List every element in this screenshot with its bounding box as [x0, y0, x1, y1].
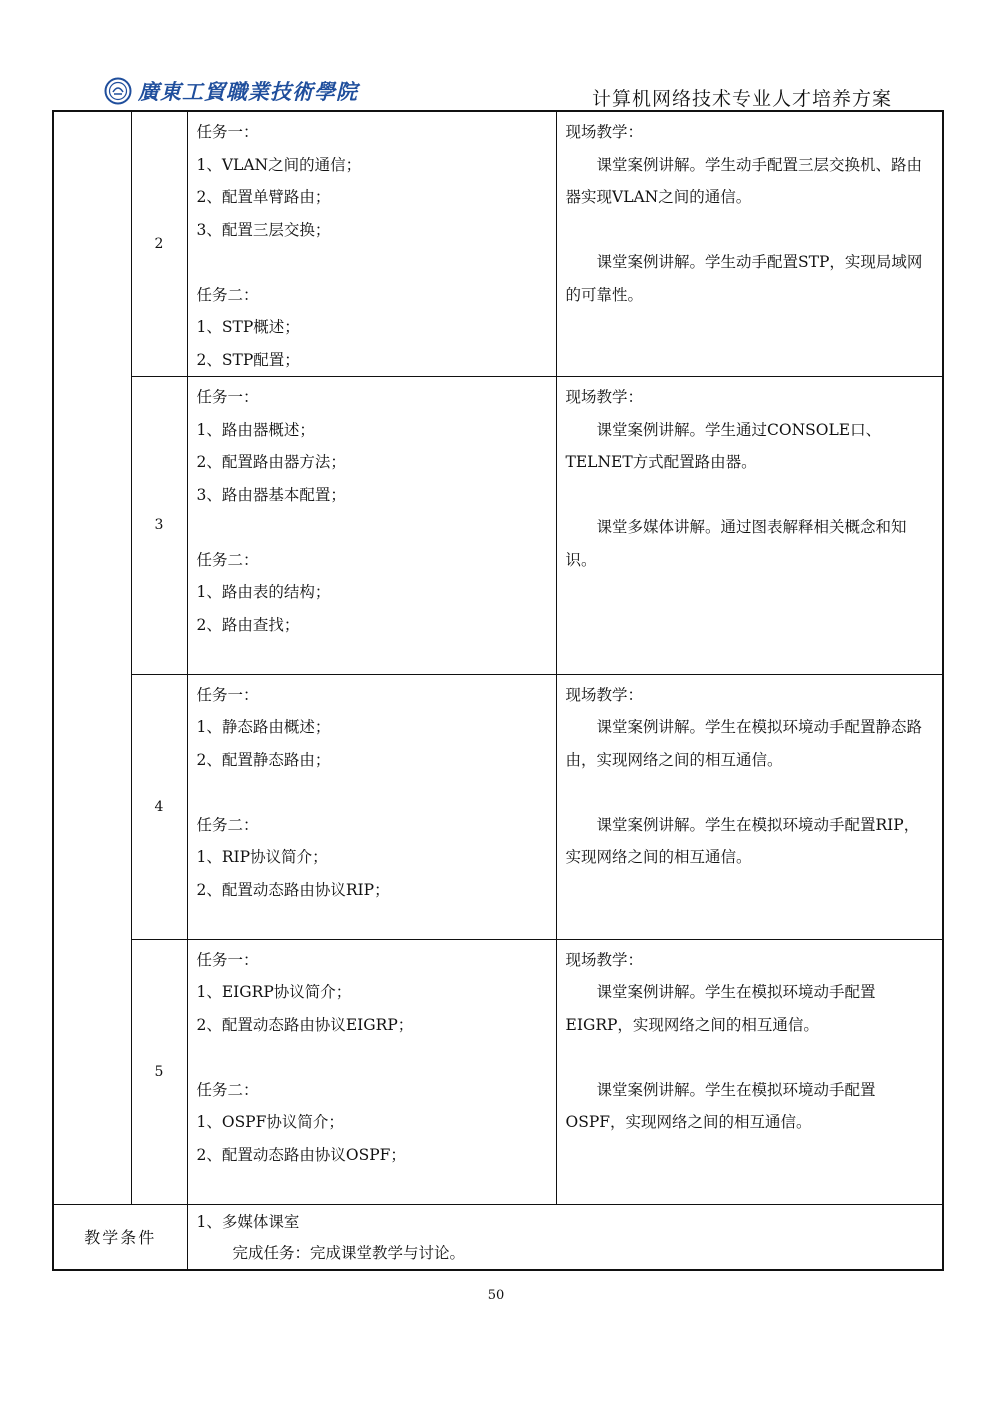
task-content-cell	[187, 674, 556, 939]
task-line: 2、配置动态路由协议RIP；	[196, 880, 390, 899]
method-heading: 现场教学：	[565, 685, 644, 704]
conditions-content	[187, 1204, 943, 1270]
spacer-line	[197, 641, 548, 674]
page-header	[52, 70, 942, 110]
school-emblem-icon	[104, 77, 132, 105]
task-line: 1、EIGRP协议简介；	[196, 983, 352, 1001]
spacer-line	[197, 1171, 548, 1204]
spacer-line	[197, 906, 548, 939]
task-line: 任务二：	[196, 1080, 259, 1099]
task-line: 任务一：	[196, 123, 259, 141]
task-line: 任务一：	[196, 388, 259, 406]
teaching-method-cell	[556, 939, 943, 1204]
document-title: 计算机网络技术专业人才培养方案	[591, 88, 892, 110]
module-number: 4	[131, 674, 187, 939]
task-line: 2、STP配置；	[196, 350, 300, 369]
task-line: 2、配置单臂路由；	[196, 188, 331, 206]
module-number: 2	[131, 111, 187, 377]
task-line: 任务二：	[196, 815, 259, 834]
task-line: 1、RIP协议简介；	[196, 848, 328, 866]
spacer-line	[566, 776, 935, 809]
task-content-cell	[187, 111, 556, 377]
method-paragraph: 课堂案例讲解。学生在模拟环境动手配置静态路由，实现网络之间的相互通信。	[565, 718, 923, 769]
school-name: 廣東工貿職業技術學院	[138, 79, 358, 104]
method-paragraph: 课堂案例讲解。学生在模拟环境动手配置EIGRP，实现网络之间的相互通信。	[565, 983, 876, 1034]
spacer-line	[197, 776, 548, 809]
conditions-row	[53, 1204, 943, 1270]
module-row	[53, 674, 943, 939]
task-line: 1、STP概述；	[196, 318, 300, 336]
task-line: 1、静态路由概述；	[196, 718, 331, 736]
task-line: 2、配置静态路由；	[196, 750, 331, 769]
task-line: 任务一：	[196, 950, 259, 969]
module-number: 5	[131, 939, 187, 1204]
task-line: 2、配置动态路由协议OSPF；	[196, 1145, 406, 1164]
method-paragraph: 课堂案例讲解。学生动手配置STP，实现局域网的可靠性。	[565, 253, 923, 304]
method-paragraph: 课堂案例讲解。学生在模拟环境动手配置RIP，实现网络之间的相互通信。	[565, 815, 920, 866]
task-line: 3、配置三层交换；	[196, 220, 331, 239]
module-row	[53, 377, 943, 675]
task-line: 1、VLAN之间的通信；	[196, 155, 362, 174]
task-line: 1、路由表的结构；	[196, 583, 331, 601]
method-paragraph: 课堂多媒体讲解。通过图表解释相关概念和知识。	[565, 518, 907, 569]
task-line: 任务一：	[196, 685, 259, 704]
task-line: 2、配置动态路由协议EIGRP；	[196, 1015, 414, 1034]
teaching-method-cell	[556, 377, 943, 675]
method-paragraph: 课堂案例讲解。学生在模拟环境动手配置OSPF，实现网络之间的相互通信。	[565, 1080, 876, 1131]
method-heading: 现场教学：	[565, 388, 644, 406]
module-row	[53, 111, 943, 377]
module-number: 3	[131, 377, 187, 675]
method-paragraph: 课堂案例讲解。学生动手配置三层交换机、路由器实现VLAN之间的通信。	[565, 155, 923, 206]
condition-item: 1、多媒体课室	[196, 1212, 300, 1231]
task-content-cell	[187, 939, 556, 1204]
spacer-line	[566, 479, 935, 512]
conditions-label: 教学条件	[53, 1204, 187, 1270]
module-row	[53, 939, 943, 1204]
task-line: 2、配置路由器方法；	[196, 453, 346, 471]
teaching-method-cell	[556, 111, 943, 377]
task-line: 任务二：	[196, 550, 259, 569]
task-content-cell	[187, 377, 556, 675]
method-heading: 现场教学：	[565, 123, 644, 141]
method-heading: 现场教学：	[565, 950, 644, 969]
method-paragraph: 课堂案例讲解。学生通过CONSOLE口、TELNET方式配置路由器。	[565, 420, 882, 471]
spacer-line	[566, 1041, 935, 1074]
page-number: 50	[487, 1288, 505, 1303]
teaching-method-cell	[556, 674, 943, 939]
spacer-line	[197, 511, 548, 544]
module-category-cell	[53, 111, 131, 1204]
task-line: 2、路由查找；	[196, 615, 300, 634]
task-line: 1、OSPF协议简介；	[196, 1113, 344, 1131]
teaching-plan-table	[52, 110, 944, 1271]
task-line: 1、路由器概述；	[196, 420, 315, 439]
school-logo	[104, 76, 358, 106]
spacer-line	[197, 246, 548, 279]
task-line: 任务二：	[196, 285, 259, 304]
spacer-line	[197, 1041, 548, 1074]
condition-detail: 完成任务：完成课堂教学与讨论。	[232, 1243, 466, 1262]
task-line: 3、路由器基本配置；	[196, 485, 346, 504]
spacer-line	[566, 214, 935, 247]
